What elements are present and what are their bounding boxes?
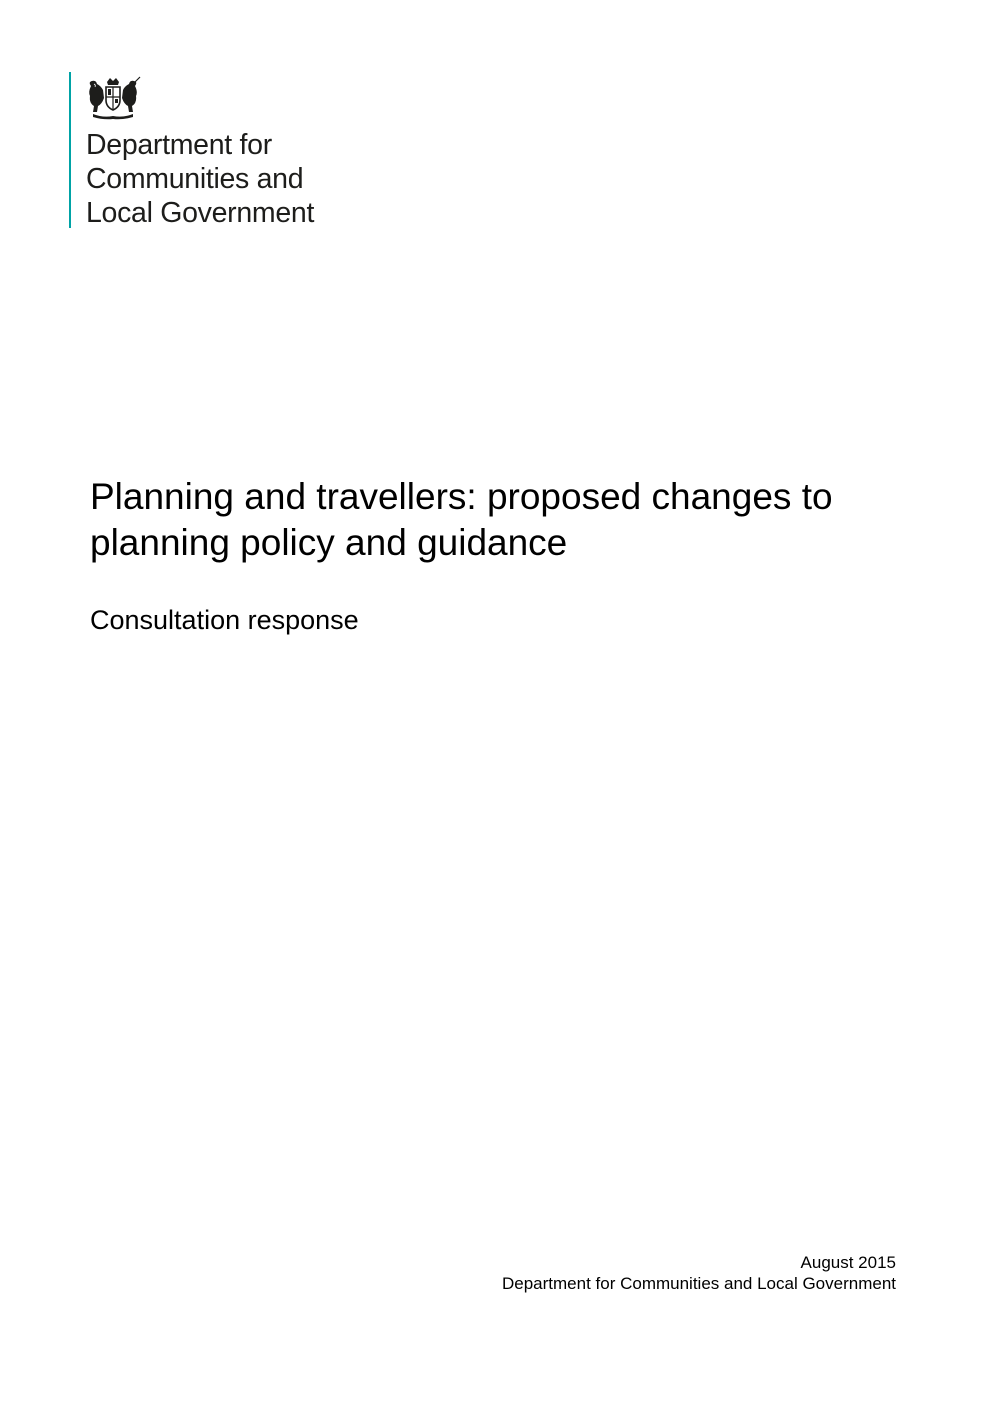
logo-accent-rule bbox=[69, 72, 71, 228]
document-title: Planning and travellers: proposed changes to planning policy and guidance bbox=[90, 476, 833, 563]
department-logo bbox=[69, 72, 369, 230]
royal-coat-of-arms-icon bbox=[83, 76, 143, 120]
publisher-name: Department for Communities and Local Government bbox=[501, 1274, 896, 1293]
department-name-line-1: Department for bbox=[86, 129, 272, 161]
document-subtitle: Consultation response bbox=[90, 605, 359, 635]
publication-footer bbox=[502, 1252, 896, 1294]
department-name bbox=[86, 128, 314, 230]
publication-date: August 2015 bbox=[800, 1253, 896, 1272]
department-name-line-3: Local Government bbox=[86, 197, 315, 229]
department-name-line-2: Communities and bbox=[86, 163, 304, 195]
